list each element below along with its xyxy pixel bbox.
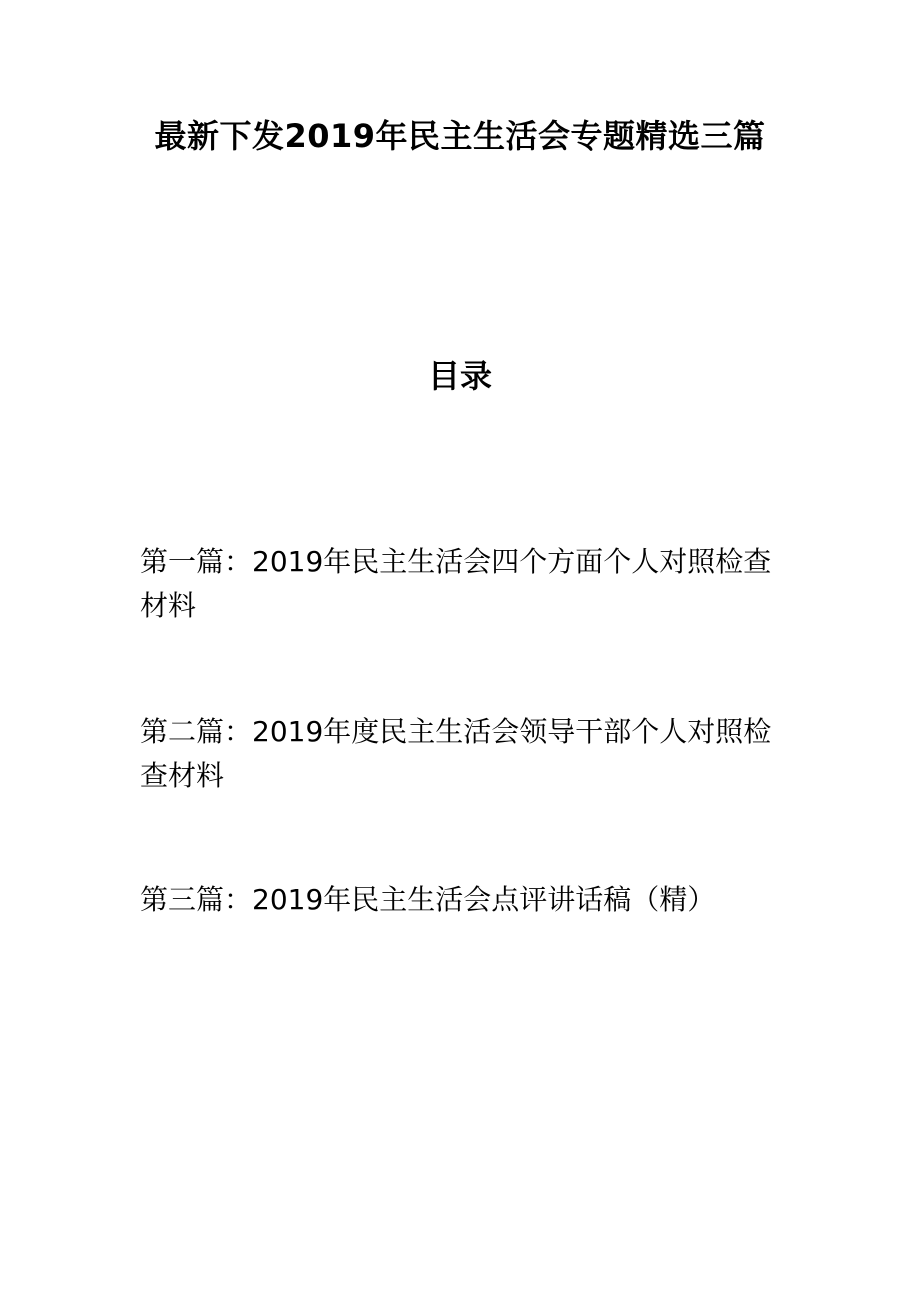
toc-item-2: [140, 710, 785, 798]
toc-item-1: [140, 540, 785, 628]
toc-item-text: 2019年民主生活会点评讲话稿（精）: [252, 883, 716, 916]
toc-item-text: 2019年度民主生活会领导干部个人对照检查材料: [140, 715, 772, 792]
toc-item-text: 2019年民主生活会四个方面个人对照检查材料: [140, 545, 772, 622]
toc-item-prefix: 第一篇：: [140, 545, 253, 578]
document-title: 最新下发2019年民主生活会专题精选三篇: [154, 117, 766, 155]
toc-item-3: [140, 878, 785, 922]
toc-item-prefix: 第三篇：: [140, 883, 253, 916]
toc-item-prefix: 第二篇：: [140, 715, 253, 748]
toc-heading: 目录: [427, 357, 492, 395]
